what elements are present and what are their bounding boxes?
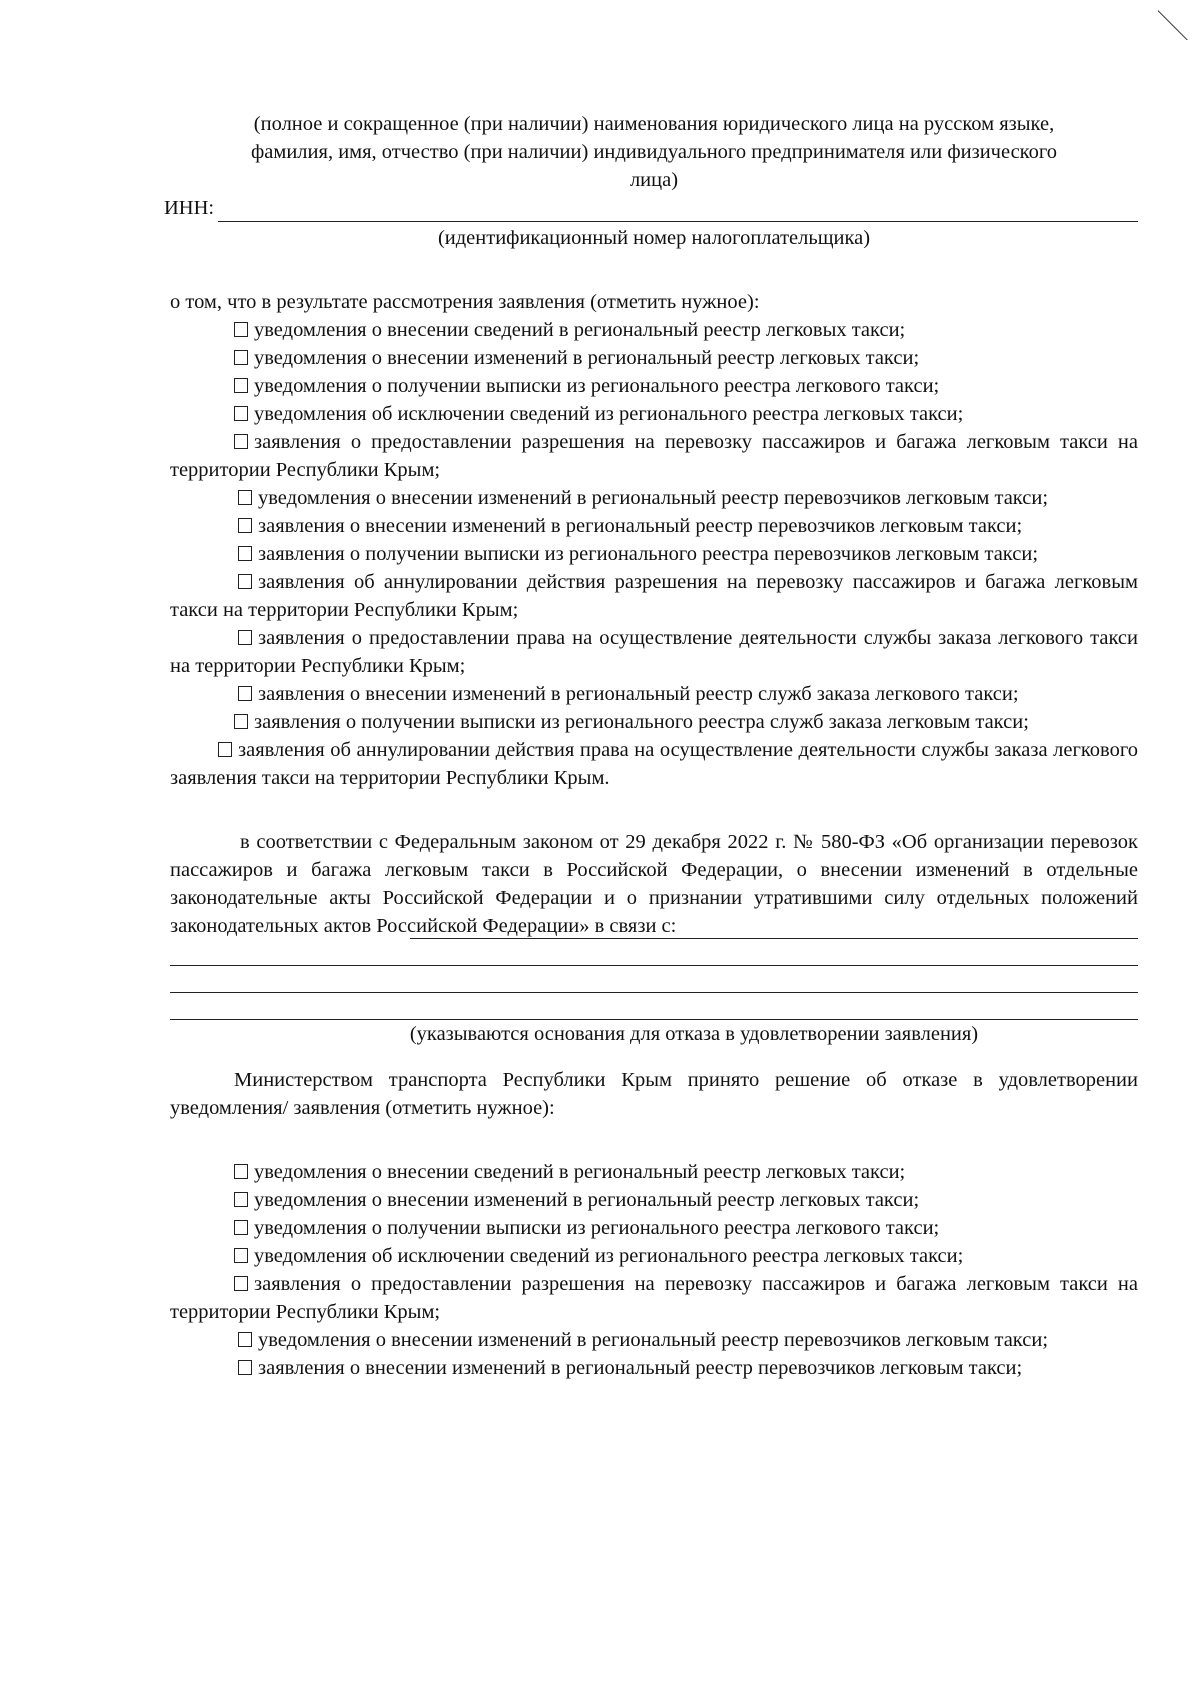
item-text: уведомления о получении выписки из регионального реестра легкового такси; (254, 1217, 940, 1239)
list-item (170, 316, 1138, 344)
item-text: заявления об аннулировании действия разрешения на перевозку пассажиров и багажа легковым такси на территории Республики Крым; (170, 571, 1138, 621)
list-item (170, 1354, 1138, 1382)
checkbox-icon[interactable] (234, 1248, 248, 1263)
decision-paragraph: Министерством транспорта Республики Крым принято решение об отказе в удовлетворении уведомления/ заявления (отметить нужное): (170, 1069, 1138, 1119)
checkbox-icon[interactable] (238, 490, 252, 505)
caption-line: лица) (629, 169, 679, 191)
checkbox-icon[interactable] (234, 406, 248, 421)
checkbox-icon[interactable] (234, 1220, 248, 1235)
item-text: заявления о внесении изменений в региональный реестр служб заказа легкового такси; (258, 683, 1019, 705)
checkbox-icon[interactable] (234, 1192, 248, 1207)
inn-row (164, 194, 1138, 222)
document-page (164, 110, 1138, 1382)
list-item (170, 568, 1138, 624)
list-item (170, 736, 1138, 792)
checkbox-icon[interactable] (238, 686, 252, 701)
decision-list (170, 1158, 1138, 1382)
checkbox-icon[interactable] (234, 1164, 248, 1179)
item-text: уведомления об исключении сведений из регионального реестра легковых такси; (254, 1245, 964, 1267)
checkbox-icon[interactable] (234, 378, 248, 393)
list-item (170, 400, 1138, 428)
checkbox-icon[interactable] (234, 1276, 248, 1291)
section-intro: о том, что в результате рассмотрения заявления (отметить нужное): (170, 291, 760, 313)
checkbox-icon[interactable] (238, 574, 252, 589)
checkbox-icon[interactable] (238, 546, 252, 561)
inn-field[interactable] (218, 199, 1138, 222)
item-text: уведомления о получении выписки из регионального реестра легкового такси; (254, 375, 940, 397)
checkbox-icon[interactable] (238, 630, 252, 645)
item-text: заявления о внесении изменений в региональный реестр перевозчиков легковым такси; (258, 515, 1023, 537)
list-item (170, 344, 1138, 372)
grounds-field-line[interactable] (170, 993, 1138, 1020)
checkbox-icon[interactable] (234, 322, 248, 337)
grounds-caption: (указываются основания для отказа в удовлетворении заявления) (409, 1023, 979, 1045)
list-item (170, 624, 1138, 680)
item-text: заявления о внесении изменений в региональный реестр перевозчиков легковым такси; (258, 1357, 1023, 1379)
item-text: заявления о получении выписки из регионального реестра служб заказа легковым такси; (254, 711, 1029, 733)
item-text: заявления о предоставлении права на осуществление деятельности службы заказа легкового такси на территории Республики Крым; (170, 627, 1138, 677)
law-paragraph: в соответствии с Федеральным законом от 29 декабря 2022 г. № 580-ФЗ «Об организации перевозок пассажиров и багажа легковым такси в Российской Федерации, о внесении изменений в отдельные законодательные акты Российской Федерации и о признании утратившими силу отдельных положений законодательных актов Российской Федерации» в связи с: (170, 831, 1138, 937)
checkbox-icon[interactable] (238, 518, 252, 533)
inn-label: ИНН: (164, 197, 215, 219)
item-text: уведомления об исключении сведений из регионального реестра легковых такси; (254, 403, 964, 425)
scan-corner-mark (1158, 10, 1188, 40)
item-text: заявления об аннулировании действия права на осуществление деятельности службы заказа легкового заявления такси на территории Республики Крым. (170, 739, 1138, 789)
list-item (170, 1186, 1138, 1214)
list-item (170, 708, 1138, 736)
applicant-name-caption (170, 110, 1138, 194)
grounds-field-line[interactable] (170, 966, 1138, 993)
list-item (170, 428, 1138, 484)
list-item (170, 680, 1138, 708)
item-text: уведомления о внесении изменений в региональный реестр перевозчиков легковым такси; (258, 1329, 1049, 1351)
caption-line: фамилия, имя, отчество (при наличии) индивидуального предпринимателя или физического (250, 141, 1058, 163)
checkbox-icon[interactable] (238, 1332, 252, 1347)
list-item (170, 1158, 1138, 1186)
item-text: уведомления о внесении сведений в региональный реестр легковых такси; (254, 319, 906, 341)
checkbox-icon[interactable] (234, 434, 248, 449)
list-item (170, 484, 1138, 512)
item-text: заявления о предоставлении разрешения на перевозку пассажиров и багажа легковым такси на территории Республики Крым; (170, 431, 1138, 481)
list-item (170, 1326, 1138, 1354)
item-text: уведомления о внесении сведений в региональный реестр легковых такси; (254, 1161, 906, 1183)
list-item (170, 372, 1138, 400)
section1-list (170, 316, 1138, 792)
checkbox-icon[interactable] (238, 1360, 252, 1375)
item-text: заявления о получении выписки из регионального реестра перевозчиков легковым такси; (258, 543, 1039, 565)
item-text: заявления о предоставлении разрешения на перевозку пассажиров и багажа легковым такси на территории Республики Крым; (170, 1273, 1138, 1323)
list-item (170, 512, 1138, 540)
checkbox-icon[interactable] (234, 714, 248, 729)
grounds-field-line[interactable] (170, 939, 1138, 966)
inn-caption: (идентификационный номер налогоплательщика) (437, 227, 871, 249)
item-text: уведомления о внесении изменений в региональный реестр перевозчиков легковым такси; (258, 487, 1049, 509)
checkbox-icon[interactable] (218, 742, 232, 757)
item-text: уведомления о внесении изменений в региональный реестр легковых такси; (254, 347, 920, 369)
checkbox-icon[interactable] (234, 350, 248, 365)
item-text: уведомления о внесении изменений в региональный реестр легковых такси; (254, 1189, 920, 1211)
list-item (170, 1214, 1138, 1242)
caption-line: (полное и сокращенное (при наличии) наименования юридического лица на русском языке, (253, 113, 1055, 135)
list-item (170, 1270, 1138, 1326)
list-item (170, 1242, 1138, 1270)
list-item (170, 540, 1138, 568)
